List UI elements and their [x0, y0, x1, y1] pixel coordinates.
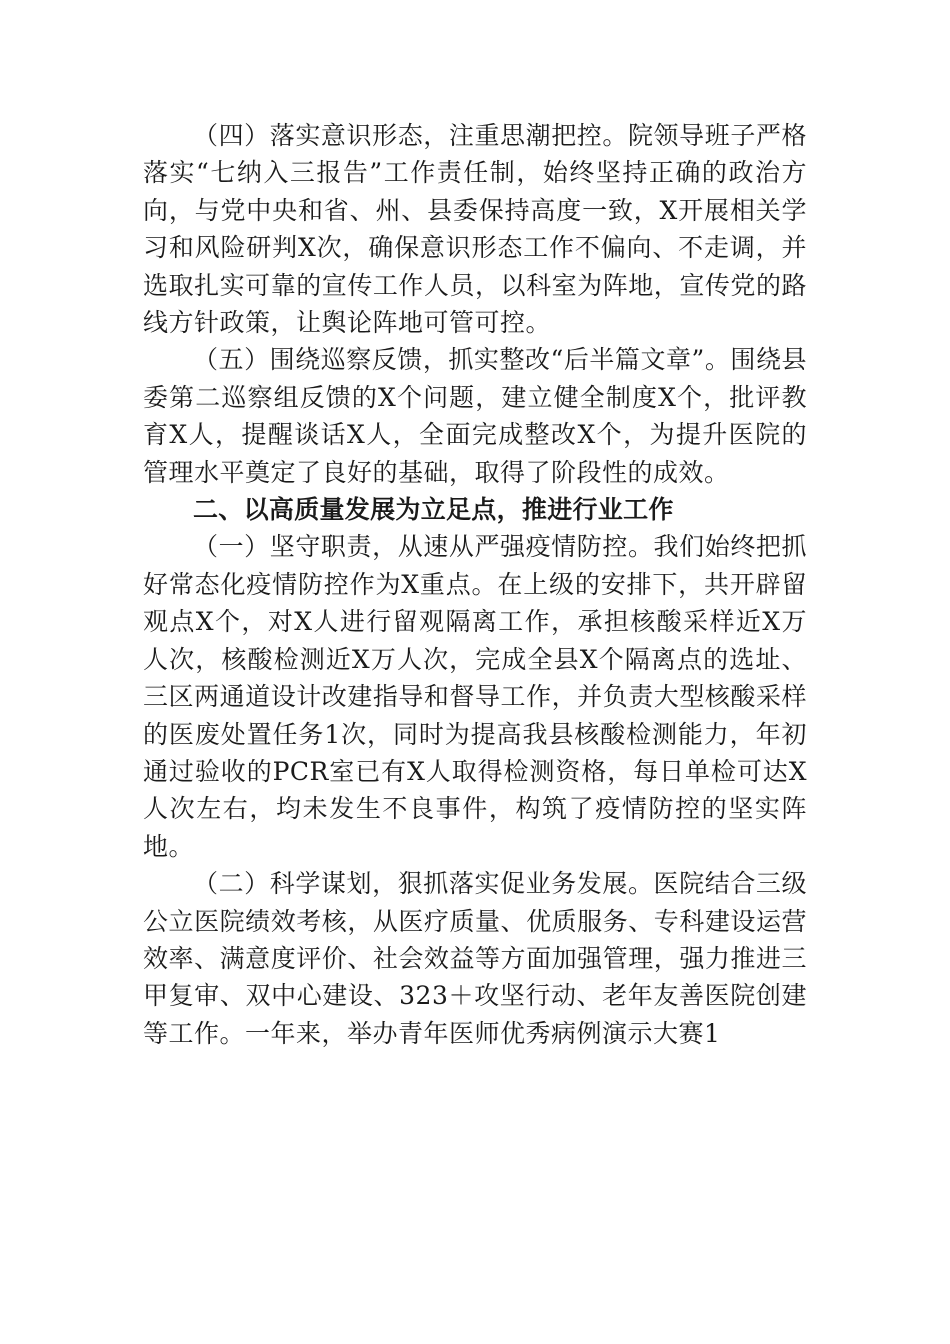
section-heading-high-quality-development: 二、以高质量发展为立足点，推进行业工作 [193, 495, 674, 525]
paragraph-business-development: （二）科学谋划，狠抓落实促业务发展。医院结合三级公立医院绩效考核，从医疗质量、优质服务、专科建设运营效率、满意度评价、社会效益等方面加强管理，强力推进三甲复审、双中心建设、323＋攻坚行动、老年友善医院创建等工作。一年来，举办青年医师优秀病例演示大赛1 [143, 869, 807, 1048]
document-body [143, 117, 807, 1052]
paragraph-epidemic-control: （一）坚守职责，从速从严强疫情防控。我们始终把抓好常态化疫情防控作为X重点。在上级的安排下，共开辟留观点X个，对X人进行留观隔离工作，承担核酸采样近X万人次，核酸检测近X万人次，完成全县X个隔离点的选址、三区两通道设计改建指导和督导工作，并负责大型核酸采样的医废处置任务1次，同时为提高我县核酸检测能力，年初通过验收的PCR室已有X人取得检测资格，每日单检可达X人次左右，均未发生不良事件，构筑了疫情防控的坚实阵地。 [143, 532, 807, 861]
paragraph-ideology: （四）落实意识形态，注重思潮把控。院领导班子严格落实“七纳入三报告”工作责任制，始终坚持正确的政治方向，与党中央和省、州、县委保持高度一致，X开展相关学习和风险研判X次，确保意识形态工作不偏向、不走调，并选取扎实可靠的宣传工作人员，以科室为阵地，宣传党的路线方针政策，让舆论阵地可管可控。 [143, 121, 807, 338]
paragraph-inspection-feedback: （五）围绕巡察反馈，抓实整改“后半篇文章”。围绕县委第二巡察组反馈的X个问题，建立健全制度X个，批评教育X人，提醒谈话X人，全面完成整改X个，为提升医院的管理水平奠定了良好的基础，取得了阶段性的成效。 [143, 345, 807, 487]
